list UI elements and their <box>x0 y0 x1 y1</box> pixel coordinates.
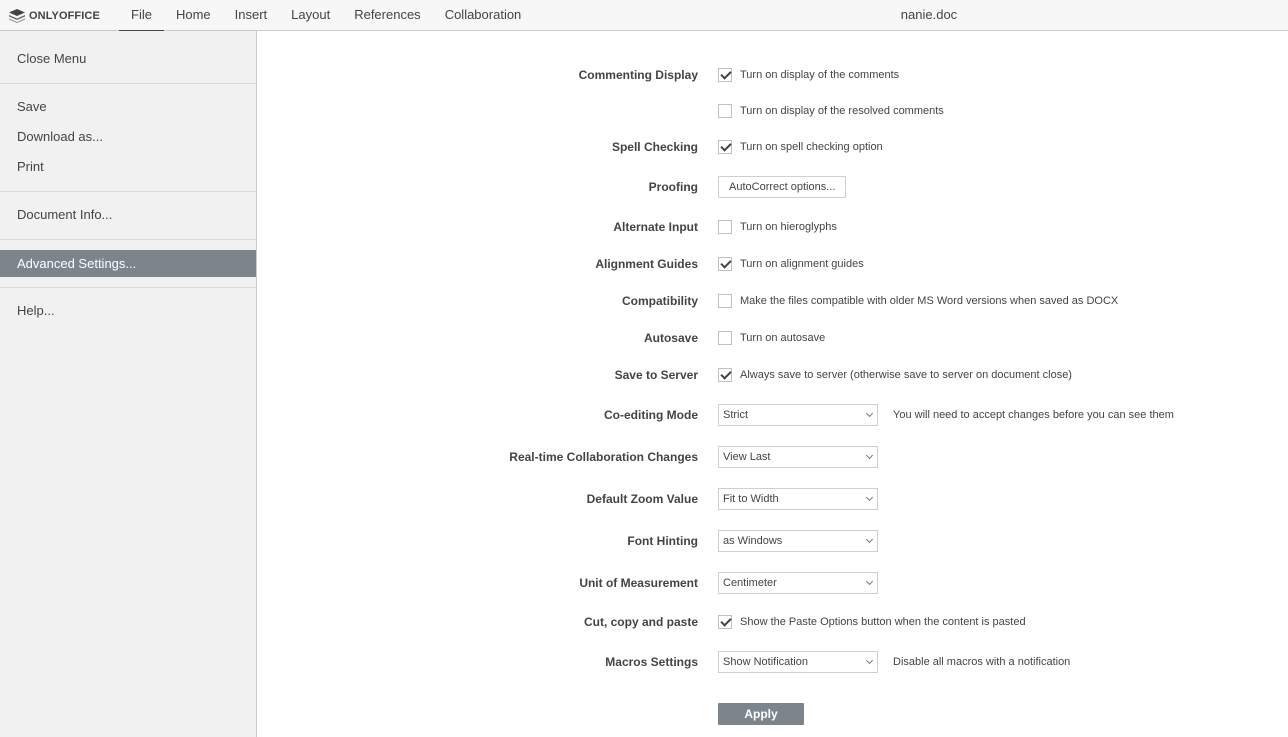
default-zoom-row <box>257 487 1288 511</box>
spell-checking-text: Turn on spell checking option <box>740 141 883 153</box>
menu-divider <box>0 287 256 288</box>
spell-checking-checkbox[interactable] <box>718 140 732 154</box>
chevron-down-icon <box>866 536 873 543</box>
chevron-down-icon <box>866 410 873 417</box>
alternate-input-row <box>257 215 1288 239</box>
menu-divider <box>0 191 256 192</box>
macros-settings-label: Macros Settings <box>605 655 698 669</box>
tab-home[interactable]: Home <box>175 7 211 22</box>
realtime-changes-select[interactable] <box>718 446 878 468</box>
save-to-server-checkbox[interactable] <box>718 368 732 382</box>
print-menu-item[interactable]: Print <box>17 159 44 174</box>
chevron-down-icon <box>866 578 873 585</box>
comments-display-text: Turn on display of the comments <box>740 69 900 81</box>
realtime-changes-value: View Last <box>723 451 771 463</box>
save-to-server-text: Always save to server (otherwise save to server on document close) <box>740 369 1072 381</box>
coediting-mode-label: Co-editing Mode <box>604 408 698 422</box>
compatibility-text: Make the files compatible with older MS Word versions when saved as DOCX <box>740 295 1119 307</box>
font-hinting-value: as Windows <box>723 535 783 547</box>
logo-text: ONLYOFFICE <box>29 10 100 22</box>
coediting-mode-hint: You will need to accept changes before you can see them <box>893 409 1174 421</box>
comments-display-checkbox[interactable] <box>718 68 732 82</box>
tab-insert[interactable]: Insert <box>234 7 268 22</box>
paste-options-checkbox[interactable] <box>718 615 732 629</box>
close-menu-item[interactable]: Close Menu <box>17 51 87 66</box>
macros-settings-value: Show Notification <box>723 656 808 668</box>
autosave-text: Turn on autosave <box>740 332 826 344</box>
cut-copy-paste-label: Cut, copy and paste <box>583 615 698 629</box>
realtime-changes-row <box>257 445 1288 469</box>
font-hinting-select[interactable] <box>718 530 878 552</box>
macros-settings-select[interactable] <box>718 651 878 673</box>
advanced-settings-panel <box>257 31 1288 737</box>
apply-button[interactable]: Apply <box>718 703 804 725</box>
save-to-server-row <box>257 363 1288 387</box>
unit-of-measurement-value: Centimeter <box>723 577 777 589</box>
chevron-down-icon <box>866 452 873 459</box>
menu-divider <box>0 83 256 84</box>
autocorrect-options-button[interactable]: AutoCorrect options... <box>718 176 846 198</box>
compatibility-checkbox[interactable] <box>718 294 732 308</box>
download-as-menu-item[interactable]: Download as... <box>17 129 103 144</box>
file-menu-sidebar <box>0 31 257 737</box>
default-zoom-select[interactable] <box>718 488 878 510</box>
unit-of-measurement-row <box>257 571 1288 595</box>
proofing-label: Proofing <box>648 180 698 194</box>
alignment-guides-text: Turn on alignment guides <box>740 258 864 270</box>
alternate-input-label: Alternate Input <box>613 220 698 234</box>
document-info-menu-item[interactable]: Document Info... <box>17 207 113 222</box>
help-menu-item[interactable]: Help... <box>17 303 55 318</box>
document-title: nanie.doc <box>900 7 958 22</box>
top-toolbar <box>0 0 1288 31</box>
hieroglyphs-checkbox[interactable] <box>718 220 732 234</box>
autosave-row <box>257 326 1288 350</box>
chevron-down-icon <box>866 494 873 501</box>
alignment-guides-row <box>257 252 1288 276</box>
macros-settings-hint: Disable all macros with a notification <box>893 656 1071 668</box>
resolved-comments-checkbox[interactable] <box>718 104 732 118</box>
macros-settings-row <box>257 650 1288 674</box>
alignment-guides-checkbox[interactable] <box>718 257 732 271</box>
autosave-checkbox[interactable] <box>718 331 732 345</box>
menu-divider <box>0 239 256 240</box>
onlyoffice-logo-icon <box>9 9 25 23</box>
unit-of-measurement-label: Unit of Measurement <box>579 576 698 590</box>
realtime-changes-label: Real-time Collaboration Changes <box>509 450 698 464</box>
alignment-guides-label: Alignment Guides <box>595 257 698 271</box>
commenting-display-row <box>257 63 1288 87</box>
resolved-comments-text: Turn on display of the resolved comments <box>740 105 944 117</box>
app-logo <box>9 8 100 24</box>
font-hinting-label: Font Hinting <box>627 534 698 548</box>
save-menu-item[interactable]: Save <box>17 99 47 114</box>
hieroglyphs-text: Turn on hieroglyphs <box>740 221 837 233</box>
advanced-settings-menu-item[interactable]: Advanced Settings... <box>0 250 256 277</box>
coediting-mode-select[interactable] <box>718 404 878 426</box>
commenting-display-label: Commenting Display <box>578 68 698 82</box>
default-zoom-value: Fit to Width <box>723 493 779 505</box>
autosave-label: Autosave <box>643 331 698 345</box>
cut-copy-paste-row <box>257 610 1288 634</box>
default-zoom-label: Default Zoom Value <box>586 492 698 506</box>
spell-checking-row <box>257 135 1288 159</box>
proofing-row <box>257 175 1288 199</box>
chevron-down-icon <box>866 657 873 664</box>
unit-of-measurement-select[interactable] <box>718 572 878 594</box>
tab-references[interactable]: References <box>354 7 421 22</box>
spell-checking-label: Spell Checking <box>611 140 698 154</box>
paste-options-text: Show the Paste Options button when the content is pasted <box>740 616 1026 628</box>
compatibility-label: Compatibility <box>621 294 698 308</box>
save-to-server-label: Save to Server <box>614 368 698 382</box>
tab-file[interactable]: File <box>119 0 164 31</box>
coediting-mode-value: Strict <box>723 409 749 421</box>
tab-collaboration[interactable]: Collaboration <box>444 7 522 22</box>
font-hinting-row <box>257 529 1288 553</box>
main-tabs <box>119 0 533 31</box>
resolved-comments-row <box>257 99 1288 123</box>
coediting-mode-row <box>257 403 1288 427</box>
compatibility-row <box>257 289 1288 313</box>
tab-layout[interactable]: Layout <box>291 7 331 22</box>
